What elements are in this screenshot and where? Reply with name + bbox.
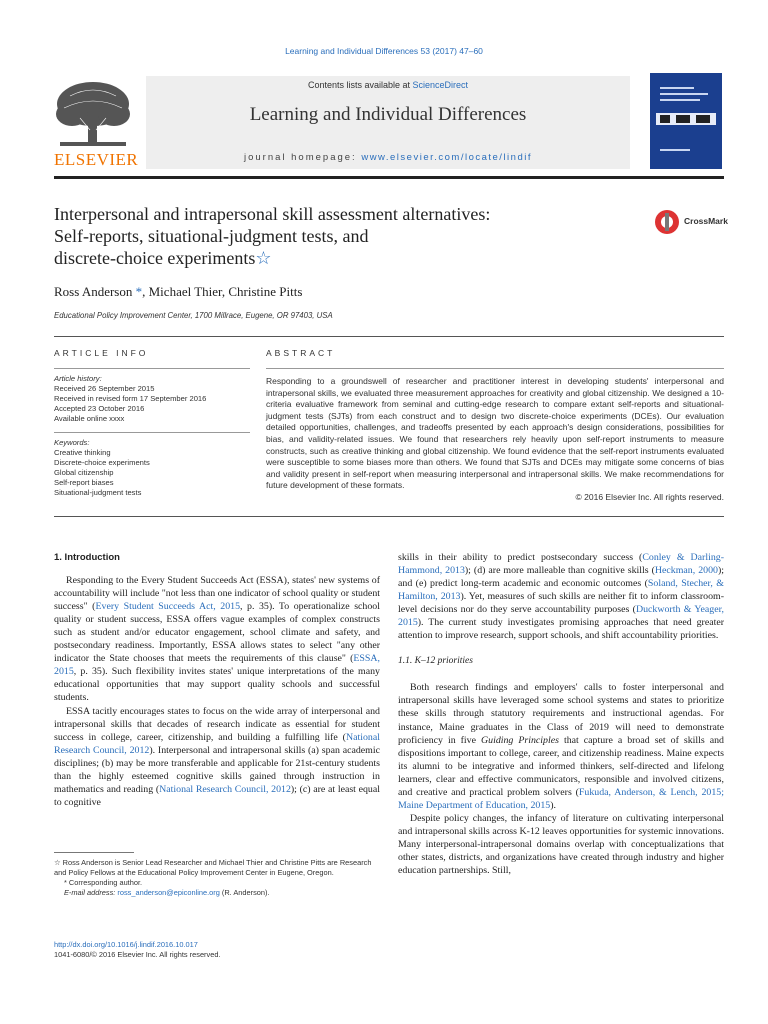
keyword-item: Discrete-choice experiments <box>54 458 150 467</box>
history-item: Received 26 September 2015 <box>54 384 155 393</box>
divider <box>54 516 724 517</box>
affiliation: Educational Policy Improvement Center, 1700 Millrace, Eugene, OR 97403, USA <box>54 311 333 320</box>
history-item: Available online xxxx <box>54 414 125 423</box>
doi-link[interactable]: http://dx.doi.org/10.1016/j.lindif.2016.10.017 <box>54 940 198 949</box>
email-link[interactable]: ross_anderson@epiconline.org <box>117 888 220 897</box>
copyright-notice: © 2016 Elsevier Inc. All rights reserved. <box>575 491 724 502</box>
journal-cover-image[interactable] <box>650 73 722 169</box>
divider <box>54 432 250 433</box>
journal-homepage: journal homepage: www.elsevier.com/locate/lindif <box>243 152 532 163</box>
footnote: * Corresponding author. <box>64 878 143 887</box>
sciencedirect-link[interactable]: ScienceDirect <box>412 80 469 90</box>
section-heading-introduction: 1. Introduction <box>54 552 120 563</box>
paragraph: skills in their ability to predict postsecondary success (Conley & Darling-Hammond, 2013); (d) are more malleable than cognitive skills (Heckman, 2000); and (e) predict long-term academic and economic outcomes (Soland, Stecher, & Hamilton, 2013). Yet, measures of such skills are neither fit to inform classroom-level decisions nor do they serve accountability purposes (Duckworth & Yeager, 2015). The current study investigates promising approaches that need greater attention to improve research, support schools, and shift accountability priorities. <box>398 552 724 642</box>
citation-link[interactable]: Conley & Darling-Hammond, 2013 <box>398 552 724 577</box>
author-list: Ross Anderson *, Michael Thier, Christine Pitts <box>54 284 303 299</box>
issn-line: 1041-6080/© 2016 Elsevier Inc. All rights reserved. <box>54 950 221 959</box>
contents-line: Contents lists available at ScienceDirect <box>307 80 469 90</box>
keyword-item: Global citizenship <box>54 468 114 477</box>
keyword-item: Self-report biases <box>54 478 114 487</box>
keyword-item: Situational-judgment tests <box>54 488 142 497</box>
paragraph: ESSA tacitly encourages states to focus on the wide array of interpersonal and intrapersonal skills that decades of research indicate as essential for student success in college, career, citizenship, and building a fulfilling life (National Research Council, 2012). Interpersonal and intrapersonal skills (a) span academic disciplines; (b) may be more transferable and applicable for 21st-century students than the highly esteemed cognitive skills gained through instruction in mathematics and reading (National Research Council, 2012); (c) are at least equal to cognitive <box>54 705 380 808</box>
footnote: E-mail address: ross_anderson@epiconline.org (R. Anderson). <box>64 888 270 897</box>
article-info-heading: ARTICLE INFO <box>54 348 149 358</box>
citation-link[interactable]: ESSA, 2015 <box>54 653 380 678</box>
citation-link[interactable]: Heckman, 2000 <box>654 565 718 577</box>
subsection-heading: 1.1. K–12 priorities <box>398 656 473 667</box>
crossmark-icon <box>654 209 680 235</box>
divider <box>266 368 724 369</box>
homepage-link[interactable]: www.elsevier.com/locate/lindif <box>361 152 532 163</box>
corresponding-author-mark[interactable]: * <box>132 284 143 299</box>
left-column <box>54 551 380 809</box>
paragraph: Despite policy changes, the infancy of literature on cultivating interpersonal and intrapersonal skills across K-12 leaves opportunities for systemic innovations. Many interpersonal-intrapersonal domains overlap with conceptualizations that other states, districts, and organizations have created through industry and higher education partnerships. Still, <box>398 812 724 877</box>
history-item: Received in revised form 17 September 2016 <box>54 394 207 403</box>
article-title: Interpersonal and intrapersonal skill assessment alternatives: Self-reports, situational-judgment tests, and discrete-choice experiments☆ <box>54 204 491 268</box>
divider <box>54 336 724 337</box>
title-footnote-star[interactable]: ☆ <box>255 248 272 268</box>
journal-title: Learning and Individual Differences <box>249 104 527 125</box>
doi-block <box>54 940 380 960</box>
header-rule <box>54 176 724 179</box>
citation-link[interactable]: Every Student Succeeds Act, 2015 <box>95 601 241 613</box>
crossmark-badge[interactable]: CrossMark <box>654 207 729 237</box>
citation-link[interactable]: National Research Council, 2012 <box>159 783 291 795</box>
paragraph: Both research findings and employers' calls to foster interpersonal and intrapersonal skills have leveraged some school systems and states to prioritize these skills through statutory requirements and instructional agendas. For instance, Maine graduates in the Class of 2019 will need to demonstrate proficiency in five Guiding Principles that capture a broad set of skills and dispositions important to college, career, and citizenship readiness. Maine expects its alumni to be integrative and informed thinkers, self-directed and lifelong learners, clear and effective communicators, responsible and involved citizens, and creative and practical problem solvers (Fukuda, Anderson, & Lench, 2015; Maine Department of Education, 2015). <box>398 682 724 811</box>
footnotes <box>54 858 380 898</box>
keywords: Keywords: Creative thinking Discrete-choice experiments Global citizenship Self-report biases Situational-judgment tests <box>54 438 250 498</box>
publisher-name: ELSEVIER <box>54 150 139 169</box>
article-history: Article history: Received 26 September 2015 Received in revised form 17 September 2016 Accepted 23 October 2016 Available online xxxx <box>54 374 250 424</box>
history-item: Accepted 23 October 2016 <box>54 404 145 413</box>
footnote-rule <box>54 852 134 853</box>
abstract-heading: ABSTRACT <box>266 348 336 358</box>
right-column <box>398 551 724 877</box>
footnote: ☆ Ross Anderson is Senior Lead Researcher and Michael Thier and Christine Pitts are Research and Policy Fellows at the Educational Policy Improvement Center in Eugene, Oregon. <box>54 858 372 877</box>
divider <box>54 368 250 369</box>
abstract-body: Responding to a groundswell of researcher and practitioner interest in developing students' interpersonal and intrapersonal skills, we evaluated three measurement approaches for creativity and global citizenship. We designed a 10-criteria evaluative framework from seminal and cutting-edge research to compare extant self-reports and situational-judgment tests (SJTs) from each construct and to design two discrete-choice experiments (DCEs). Our evaluation detailed opportunities, challenges, and tradeoffs presented by each approach's design considerations, possibilities for bias, and validity-related issues. We found that researchers rely heavily upon self-report instruments to measure constructs, such as creative thinking and global citizenship. We found evidence that the self-report instruments evaluated were susceptible to some biases more than others. We found that SJTs and DCEs may mitigate some concerns of bias and validity present in self-report when measuring interpersonal and intrapersonal skills. We make recommendations for future development of these formats. © 2016 Elsevier Inc. All rights reserved. <box>266 376 724 502</box>
citation-link[interactable]: National Research Council, 2012 <box>54 731 380 756</box>
keyword-item: Creative thinking <box>54 448 111 457</box>
citation-link[interactable]: Duckworth & Yeager, 2015 <box>398 604 724 629</box>
citation-link[interactable]: Fukuda, Anderson, & Lench, 2015; Maine Department of Education, 2015 <box>398 786 724 811</box>
paragraph: Responding to the Every Student Succeeds Act (ESSA), states' new systems of accountability will include "not less than one indicator of school quality or student success" (Every Student Succeeds Act, 2015, p. 35). To operationalize school quality or student success, ESSA offers vague examples of complex constructs such as student and/or educator engagement, school climate and safety, and postsecondary readiness. Importantly, ESSA allows states to select "any other indicator the State chooses that meets the requirements of this clause" (ESSA, 2015, p. 35). Such flexibility invites states' unique interpretations of the many educational opportunities that may support quality schools and successful students. <box>54 575 380 704</box>
citation-link[interactable]: Soland, Stecher, & Hamilton, 2013 <box>398 578 724 603</box>
journal-reference[interactable]: Learning and Individual Differences 53 (2017) 47–60 <box>285 46 483 56</box>
